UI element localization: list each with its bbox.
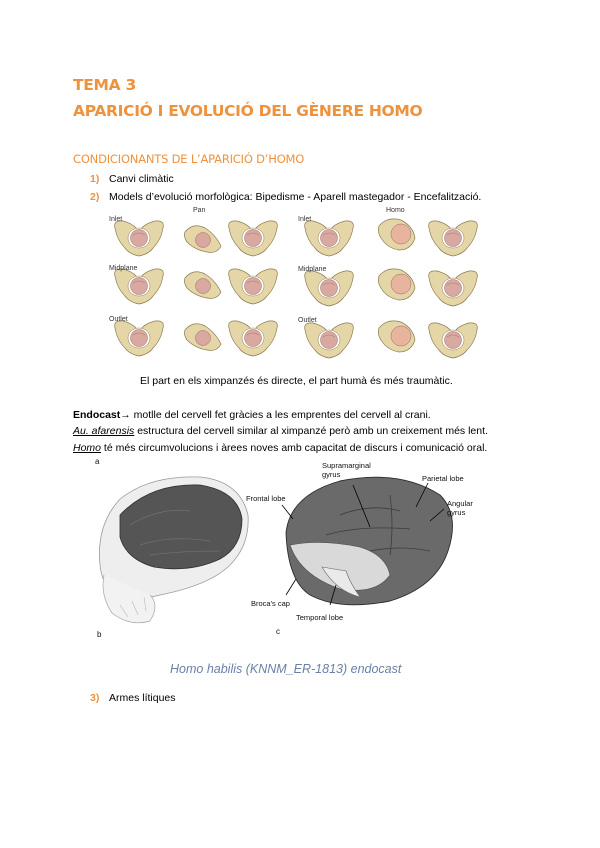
- row-label: Inlet: [298, 216, 312, 223]
- label-brocas: Broca's cap: [251, 599, 290, 608]
- row-label: Midplane: [298, 266, 327, 273]
- brain-figure: [90, 455, 500, 645]
- section-heading: CONDICIONANTS DE L’APARICIÓ D’HOMO: [73, 152, 305, 166]
- row-label: Outlet: [109, 316, 128, 323]
- paragraph-afarensis: [73, 425, 488, 437]
- column-label: Pan: [193, 207, 206, 214]
- afarensis-text: estructura del cervell similar al ximpanzé però amb un creixement més lent.: [134, 425, 488, 437]
- paragraph-endocast: [73, 409, 431, 421]
- row-label: Midplane: [109, 265, 138, 272]
- label-parietal: Parietal lobe: [422, 474, 464, 483]
- panel-label-c: c: [276, 627, 280, 636]
- label-frontal: Frontal lobe: [246, 494, 286, 503]
- list-text: Canvi climàtic: [109, 173, 174, 185]
- panel-label-b: b: [97, 630, 102, 639]
- list-item: [90, 692, 176, 704]
- endocast-caption: Homo habilis (KNNM_ER-1813) endocast: [170, 662, 402, 676]
- label-temporal: Temporal lobe: [296, 613, 344, 622]
- title-line-2: APARICIÓ I EVOLUCIÓ DEL GÈNERE HOMO: [73, 102, 423, 120]
- list-text: Models d’evolució morfològica: Bipedisme - Aparell mastegador - Encefalització.: [109, 191, 482, 203]
- list-item: [90, 173, 174, 185]
- row-label: Inlet: [109, 216, 123, 223]
- homo-term: Homo: [73, 442, 102, 454]
- endocast-illustration: [90, 455, 500, 645]
- pelvis-caption: El part en els ximpanzés és directe, el part humà és més traumàtic.: [140, 375, 453, 387]
- list-number: 1): [90, 173, 100, 185]
- column-label: Homo: [386, 207, 405, 214]
- pelvis-figure: [105, 206, 500, 369]
- pelvis-illustration: [105, 206, 500, 369]
- endocast-definition: → motlle del cervell fet gràcies a les emprentes del cervell al crani.: [120, 409, 431, 421]
- list-number: 3): [90, 692, 100, 704]
- label-angular: Angular gyrus: [447, 499, 473, 517]
- panel-label-a: a: [95, 457, 100, 466]
- label-supramarginal: Supramarginal gyrus: [322, 461, 371, 479]
- list-number: 2): [90, 191, 100, 203]
- list-item: [90, 191, 481, 203]
- afarensis-term: Au. afarensis: [73, 425, 135, 437]
- list-text: Armes lítiques: [109, 692, 176, 704]
- endocast-term: Endocast: [73, 409, 121, 421]
- homo-text: té més circumvolucions i àrees noves amb capacitat de discurs i comunicació oral.: [101, 442, 488, 454]
- paragraph-homo: [73, 442, 487, 454]
- row-label: Outlet: [298, 317, 317, 324]
- title-line-1: TEMA 3: [73, 76, 136, 94]
